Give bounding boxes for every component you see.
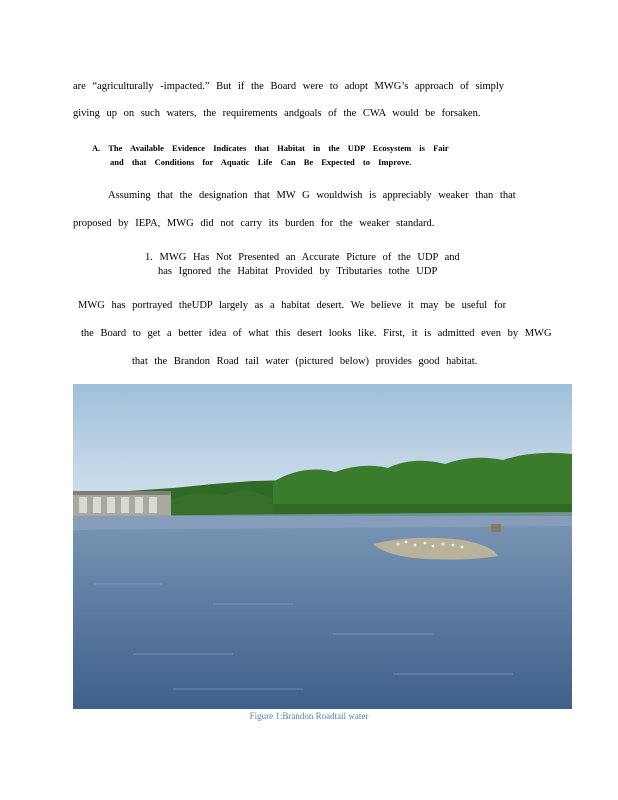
paragraph3-line3: that the Brandon Road tail water (pictured below) provides good habitat.: [132, 356, 478, 367]
paragraph1-line1: are “agriculturally -impacted.” But if the Board were to adopt MWG’s approach of simply: [73, 81, 505, 92]
paragraph1-line2: giving up on such waters, the requirements andgoals of the CWA would be forsaken.: [73, 108, 481, 119]
paragraph2-line1: Assuming that the designation that MW G wouldwish is appreciably weaker than that: [108, 190, 516, 201]
heading-1-line1: 1. MWG Has Not Presented an Accurate Picture of the UDP and: [145, 252, 460, 263]
figure-photo: [73, 384, 572, 709]
heading-a-line2: and that Conditions for Aquatic Life Can Be Expected to Improve.: [110, 157, 412, 167]
heading-1-line2: has Ignored the Habitat Provided by Tributaries tothe UDP: [158, 266, 438, 277]
river-water: [73, 516, 572, 709]
dam-deck: [73, 491, 171, 495]
small-structure: [491, 524, 501, 532]
paragraph3-line2: the Board to get a better idea of what this desert looks like. First, it is admitted even by MWG: [81, 328, 552, 339]
paragraph2-line2: proposed by IEPA, MWG did not carry its burden for the weaker standard.: [73, 218, 435, 229]
river-photo: [73, 384, 572, 709]
figure-caption: Figure 1:Brandon Roadtail water: [249, 711, 369, 721]
heading-a-line1: A. The Available Evidence Indicates that Habitat in the UDP Ecosystem is Fair: [92, 143, 449, 153]
paragraph3-line1: MWG has portrayed theUDP largely as a habitat desert. We believe it may be useful for: [78, 300, 507, 311]
